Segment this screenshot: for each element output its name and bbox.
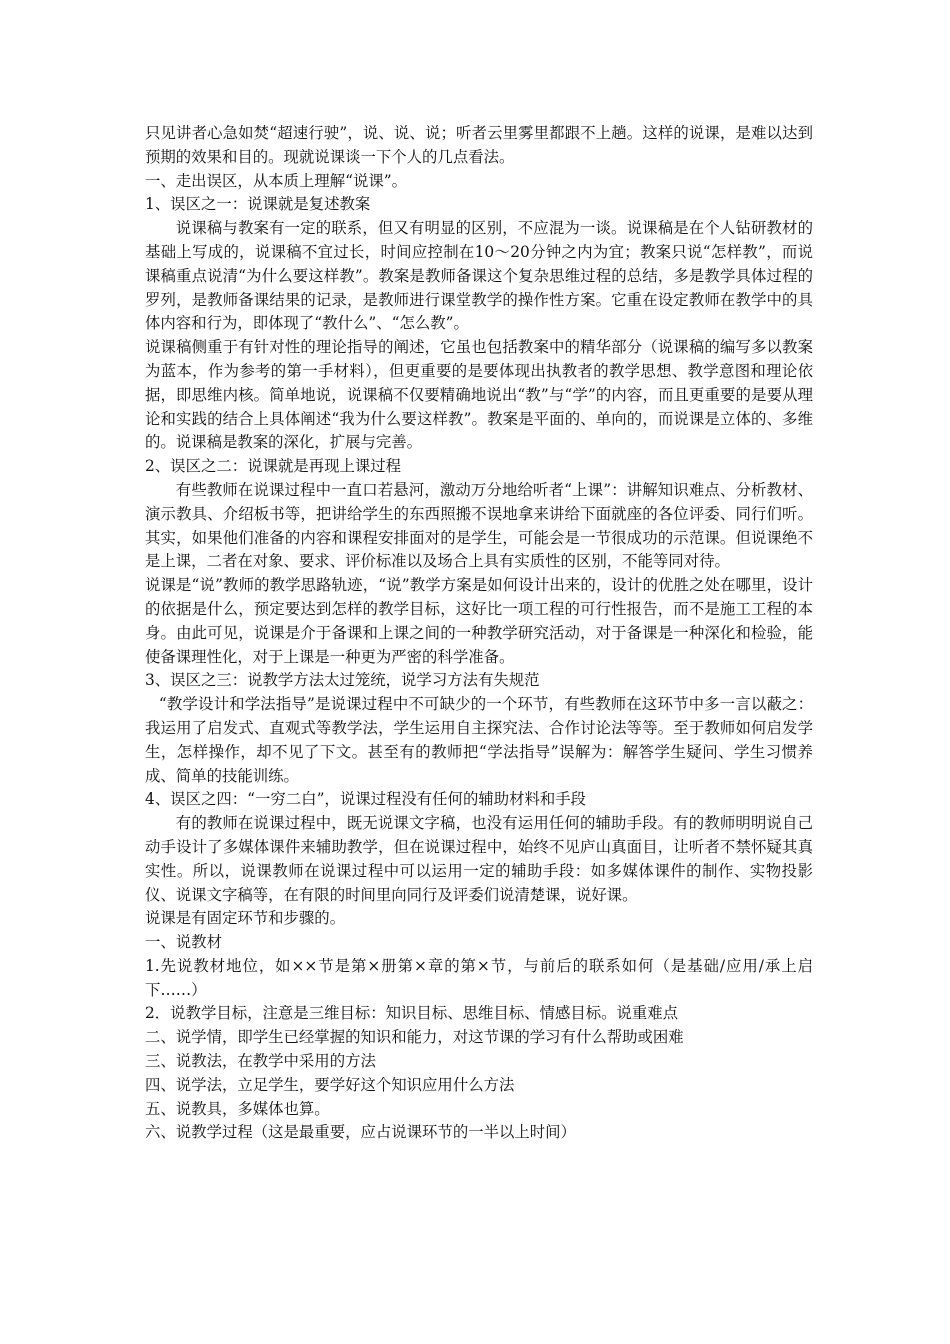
list-item: 2．说教学目标，注意是三维目标：知识目标、思维目标、情感目标。说重难点 (145, 1004, 679, 1023)
section-heading: 一、说教材 (145, 933, 222, 952)
section-heading: 四、说学法，立足学生，要学好这个知识应用什么方法 (145, 1075, 515, 1094)
paragraph: 说课稿与教案有一定的联系，但又有明显的区别，不应混为一谈。说课稿是在个人钻研教材的基础上写成的，说课稿不宜过长，时间应控制在10～20分钟之内为宜；教案只说“怎样教”，而说课稿重点说清“为什么要这样教”。教案是教师备课这个复杂思维过程的总结，多是教学具体过程的罗列，是教师备课结果的记录，是教师进行课堂教学的操作性方案。它重在设定教师在教学中的具体内容和行为，即体现了“教什么”、“怎么教”。 (145, 219, 813, 333)
paragraph: 只见讲者心急如焚“超速行驶”，说、说、说；听者云里雾里都跟不上趟。这样的说课，是难以达到预期的效果和目的。现就说课谈一下个人的几点看法。 (145, 124, 813, 166)
section-heading: 一、走出误区，从本质上理解“说课”。 (145, 171, 407, 190)
section-heading: 二、说学情，即学生已经掌握的知识和能力，对这节课的学习有什么帮助或困难 (145, 1028, 684, 1047)
subsection-heading: 3、误区之三：说教学方法太过笼统，说学习方法有失规范 (145, 671, 540, 690)
paragraph: “教学设计和学法指导”是说课过程中不可缺少的一个环节，有些教师在这环节中多一言以蔽之：我运用了启发式、直观式等教学法，学生运用自主探究法、合作讨论法等等。至于教师如何启发学生，怎样操作，却不见了下文。甚至有的教师把“学法指导”误解为：解答学生疑问、学生习惯养成、简单的技能训练。 (145, 695, 813, 785)
paragraph: 说课是有固定环节和步骤的。 (145, 909, 346, 928)
paragraph: 说课是“说”教师的教学思路轨迹，“说”教学方案是如何设计出来的，设计的优胜之处在哪里，设计的依据是什么，预定要达到怎样的教学目标，这好比一项工程的可行性报告，而不是施工工程的本身。由此可见，说课是介于备课和上课之间的一种教学研究活动，对于备课是一种深化和检验，能使备课理性化，对于上课是一种更为严密的科学准备。 (145, 576, 813, 666)
subsection-heading: 1、误区之一：说课就是复述教案 (145, 195, 371, 214)
subsection-heading: 2、误区之二：说课就是再现上课过程 (145, 457, 402, 476)
document-body (145, 122, 813, 1145)
paragraph: 有的教师在说课过程中，既无说课文字稿，也没有运用任何的辅助手段。有的教师明明说自己动手设计了多媒体课件来辅助教学，但在说课过程中，始终不见庐山真面目，让听者不禁怀疑其真实性。所以，说课教师在说课过程中可以运用一定的辅助手段：如多媒体课件的制作、实物投影仪、说课文字稿等，在有限的时间里向同行及评委们说清楚课，说好课。 (145, 814, 813, 904)
section-heading: 三、说教法，在教学中采用的方法 (145, 1052, 376, 1071)
paragraph: 有些教师在说课过程中一直口若悬河，激动万分地给听者“上课”：讲解知识难点、分析教材、演示教具、介绍板书等，把讲给学生的东西照搬不误地拿来讲给下面就座的各位评委、同行们听。其实，如果他们准备的内容和课程安排面对的是学生，可能会是一节很成功的示范课。但说课绝不是上课，二者在对象、要求、评价标准以及场合上具有实质性的区别，不能等同对待。 (145, 480, 813, 571)
subsection-heading: 4、误区之四：“一穷二白”，说课过程没有任何的辅助材料和手段 (145, 790, 587, 809)
paragraph: 说课稿侧重于有针对性的理论指导的阐述，它虽也包括教案中的精华部分（说课稿的编写多以教案为蓝本，作为参考的第一手材料），但更重要的是要体现出执教者的教学思想、教学意图和理论依据，即思维内核。简单地说，说课稿不仅要精确地说出“教”与“学”的内容，而且更重要的是要从理论和实践的结合上具体阐述“我为什么要这样教”。教案是平面的、单向的，而说课是立体的、多维的。说课稿是教案的深化，扩展与完善。 (145, 338, 813, 452)
section-heading: 六、说教学过程（这是最重要，应占说课环节的一半以上时间） (145, 1123, 576, 1142)
section-heading: 五、说教具，多媒体也算。 (145, 1099, 330, 1118)
list-item: 1.先说教材地位，如××节是第×册第×章的第×节，与前后的联系如何（是基础/应用/承上启下……） (145, 956, 813, 999)
